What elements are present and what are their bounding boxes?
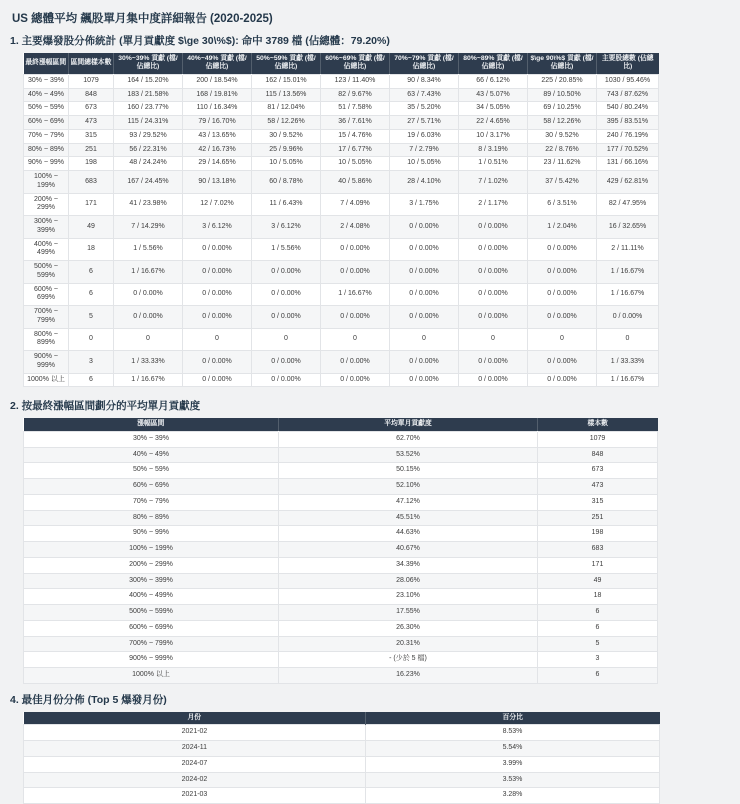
value-cell: 0 / 0.00% [528,373,597,387]
value-cell: 1030 / 95.46% [597,74,659,88]
value-cell: 251 [69,143,114,157]
column-header: 80%~89% 貢獻 (檔/佔總比) [459,53,528,74]
value-cell: 1 / 16.67% [597,283,659,306]
value-cell: 43 / 5.07% [459,88,528,102]
value-cell: 473 [69,116,114,130]
value-cell: 20.31% [279,636,538,652]
value-cell: 2 / 1.17% [459,193,528,216]
value-cell: 12 / 7.02% [183,193,252,216]
value-cell: 18 [69,238,114,261]
column-header: 區間總樣本數 [69,53,114,74]
value-cell: 1 / 33.33% [597,351,659,374]
row-label-cell: 60% ~ 69% [24,479,279,495]
value-cell: 0 / 0.00% [321,238,390,261]
value-cell: 16.23% [279,668,538,684]
value-cell: 17.55% [279,605,538,621]
value-cell: 18 [538,589,658,605]
table-row [24,605,658,621]
value-cell: 743 / 87.62% [597,88,659,102]
value-cell: 0 / 0.00% [597,306,659,329]
value-cell: 131 / 66.16% [597,157,659,171]
value-cell: 6 [538,605,658,621]
value-cell: 0 / 0.00% [252,261,321,284]
value-cell: 0 / 0.00% [321,373,390,387]
value-cell: 1 / 16.67% [321,283,390,306]
table-row [24,351,659,374]
value-cell: 58 / 12.26% [252,116,321,130]
row-label-cell: 800% ~ 899% [24,328,69,351]
value-cell: 848 [538,447,658,463]
value-cell: 0 / 0.00% [252,306,321,329]
value-cell: 93 / 29.52% [114,129,183,143]
column-header: 60%~69% 貢獻 (檔/佔總比) [321,53,390,74]
value-cell: 848 [69,88,114,102]
value-cell: 168 / 19.81% [183,88,252,102]
row-label-cell: 900% ~ 999% [24,652,279,668]
value-cell: 683 [69,171,114,194]
value-cell: 0 / 0.00% [321,306,390,329]
value-cell: 0 / 0.00% [459,216,528,239]
column-header: 樣本數 [538,418,658,431]
value-cell: 1079 [538,431,658,447]
value-cell: 171 [538,557,658,573]
row-label-cell: 600% ~ 699% [24,620,279,636]
value-cell: 3.99% [366,756,660,772]
value-cell: 198 [69,157,114,171]
value-cell: 167 / 24.45% [114,171,183,194]
main-table-body [24,74,659,387]
row-label-cell: 70% ~ 79% [24,494,279,510]
value-cell: 429 / 62.81% [597,171,659,194]
value-cell: 26.30% [279,620,538,636]
row-label-cell: 300% ~ 399% [24,216,69,239]
average-contribution-table [23,418,658,683]
value-cell: 6 [538,668,658,684]
value-cell: 177 / 70.52% [597,143,659,157]
value-cell: 3 [69,351,114,374]
column-header: 50%~59% 貢獻 (檔/佔總比) [252,53,321,74]
value-cell: 0 / 0.00% [183,283,252,306]
value-cell: 1 / 16.67% [597,261,659,284]
table-row [24,463,658,479]
column-header: 最終漲幅區間 [24,53,69,74]
value-cell: 0 [528,328,597,351]
value-cell: 66 / 6.12% [459,74,528,88]
row-label-cell: 70% ~ 79% [24,129,69,143]
table-row [24,102,659,116]
value-cell: 56 / 22.31% [114,143,183,157]
table-row [24,510,658,526]
value-cell: 225 / 20.85% [528,74,597,88]
table-row [24,157,659,171]
value-cell: 35 / 5.20% [390,102,459,116]
table-row [24,652,658,668]
value-cell: 115 / 24.31% [114,116,183,130]
row-label-cell: 400% ~ 499% [24,238,69,261]
row-label-cell: 2021-02 [24,725,366,741]
row-label-cell: 2024-07 [24,756,366,772]
column-header: 40%~49% 貢獻 (檔/佔總比) [183,53,252,74]
table-row [24,772,660,788]
value-cell: 8.53% [366,725,660,741]
value-cell: 0 [459,328,528,351]
value-cell: 49 [69,216,114,239]
row-label-cell: 30% ~ 39% [24,74,69,88]
value-cell: 0 / 0.00% [528,351,597,374]
value-cell: 0 / 0.00% [459,306,528,329]
value-cell: 2 / 11.11% [597,238,659,261]
header-row [24,712,660,725]
value-cell: 3 / 1.75% [390,193,459,216]
value-cell: 0 [390,328,459,351]
value-cell: 6 [69,261,114,284]
value-cell: 0 / 0.00% [528,261,597,284]
value-cell: 79 / 16.70% [183,116,252,130]
value-cell: 0 / 0.00% [183,238,252,261]
table-row [24,74,659,88]
row-label-cell: 2024-02 [24,772,366,788]
main-table-header [24,53,659,74]
row-label-cell: 80% ~ 89% [24,510,279,526]
value-cell: 34.39% [279,557,538,573]
row-label-cell: 1000% 以上 [24,373,69,387]
value-cell: 1 / 16.67% [114,373,183,387]
table-row [24,193,659,216]
table-row [24,573,658,589]
row-label-cell: 100% ~ 199% [24,171,69,194]
value-cell: 0 [183,328,252,351]
value-cell: 0 / 0.00% [114,283,183,306]
table-row [24,589,658,605]
value-cell: 0 / 0.00% [459,238,528,261]
table-row [24,788,660,804]
value-cell: 89 / 10.50% [528,88,597,102]
value-cell: 0 / 0.00% [459,373,528,387]
table-row [24,636,658,652]
row-label-cell: 900% ~ 999% [24,351,69,374]
row-label-cell: 1000% 以上 [24,668,279,684]
table-row [24,143,659,157]
value-cell: 2 / 4.08% [321,216,390,239]
table-row [24,116,659,130]
value-cell: 6 / 3.51% [528,193,597,216]
value-cell: 16 / 32.65% [597,216,659,239]
value-cell: 48 / 24.24% [114,157,183,171]
column-header: 主要股總數 (佔總比) [597,53,659,74]
value-cell: 5 [69,306,114,329]
row-label-cell: 40% ~ 49% [24,447,279,463]
value-cell: 47.12% [279,494,538,510]
table-row [24,741,660,757]
value-cell: 0 / 0.00% [390,351,459,374]
value-cell: 251 [538,510,658,526]
value-cell: 1079 [69,74,114,88]
value-cell: 0 / 0.00% [321,261,390,284]
table-row [24,216,659,239]
months-table-header [24,712,660,725]
row-label-cell: 50% ~ 59% [24,463,279,479]
value-cell: 240 / 76.19% [597,129,659,143]
value-cell: 6 [69,373,114,387]
value-cell: 51 / 7.58% [321,102,390,116]
value-cell: 50.15% [279,463,538,479]
column-header: 70%~79% 貢獻 (檔/佔總比) [390,53,459,74]
value-cell: 42 / 16.73% [183,143,252,157]
value-cell: 11 / 6.43% [252,193,321,216]
table-row [24,542,658,558]
value-cell: 1 / 5.56% [252,238,321,261]
column-header: 月份 [24,712,366,725]
value-cell: 7 / 4.09% [321,193,390,216]
value-cell: 1 / 0.51% [459,157,528,171]
value-cell: 62.70% [279,431,538,447]
value-cell: 63 / 7.43% [390,88,459,102]
value-cell: 0 / 0.00% [459,283,528,306]
value-cell: 0 / 0.00% [390,216,459,239]
value-cell: 0 / 0.00% [390,373,459,387]
row-label-cell: 200% ~ 299% [24,193,69,216]
value-cell: 198 [538,526,658,542]
row-label-cell: 90% ~ 99% [24,526,279,542]
table-row [24,756,660,772]
header-row [24,53,659,74]
value-cell: 3.28% [366,788,660,804]
value-cell: 0 / 0.00% [390,283,459,306]
value-cell: 6 [538,620,658,636]
top-months-table [23,712,660,804]
value-cell: 90 / 8.34% [390,74,459,88]
value-cell: 0 / 0.00% [183,373,252,387]
column-header: 30%~39% 貢獻 (檔/佔總比) [114,53,183,74]
value-cell: 8 / 3.19% [459,143,528,157]
value-cell: 44.63% [279,526,538,542]
value-cell: 52.10% [279,479,538,495]
value-cell: 0 / 0.00% [528,306,597,329]
value-cell: 90 / 13.18% [183,171,252,194]
value-cell: 0 [597,328,659,351]
value-cell: 37 / 5.42% [528,171,597,194]
value-cell: 0 [114,328,183,351]
column-header: 漲幅區間 [24,418,279,431]
row-label-cell: 300% ~ 399% [24,573,279,589]
value-cell: 164 / 15.20% [114,74,183,88]
table-row [24,328,659,351]
table-row [24,557,658,573]
table-row [24,283,659,306]
value-cell: 0 [69,328,114,351]
value-cell: 0 / 0.00% [390,306,459,329]
value-cell: 22 / 8.76% [528,143,597,157]
column-header: 百分比 [366,712,660,725]
table-row [24,171,659,194]
value-cell: 315 [69,129,114,143]
row-label-cell: 100% ~ 199% [24,542,279,558]
table-row [24,494,658,510]
value-cell: 1 / 5.56% [114,238,183,261]
value-cell: 1 / 2.04% [528,216,597,239]
value-cell: 19 / 6.03% [390,129,459,143]
main-distribution-table [23,53,659,387]
section1-heading: 1. 主要爆發股分佈統計 (單月貢獻度 $\ge 30\%$): 命中 3789 檔 (佔總體：79.20%) [10,35,390,47]
value-cell: 395 / 83.51% [597,116,659,130]
value-cell: 17 / 6.77% [321,143,390,157]
value-cell: 0 / 0.00% [528,283,597,306]
value-cell: 27 / 5.71% [390,116,459,130]
value-cell: 183 / 21.58% [114,88,183,102]
table-row [24,620,658,636]
value-cell: 45.51% [279,510,538,526]
value-cell: 0 / 0.00% [183,351,252,374]
value-cell: 0 [321,328,390,351]
value-cell: 0 / 0.00% [390,261,459,284]
value-cell: 0 / 0.00% [459,261,528,284]
value-cell: 7 / 1.02% [459,171,528,194]
table-row [24,668,658,684]
value-cell: 160 / 23.77% [114,102,183,116]
table-row [24,88,659,102]
table-row [24,238,659,261]
table-row [24,479,658,495]
value-cell: 10 / 5.05% [321,157,390,171]
value-cell: 53.52% [279,447,538,463]
value-cell: 10 / 3.17% [459,129,528,143]
value-cell: 315 [538,494,658,510]
table-row [24,129,659,143]
value-cell: 1 / 33.33% [114,351,183,374]
value-cell: 0 / 0.00% [459,351,528,374]
value-cell: 110 / 16.34% [183,102,252,116]
value-cell: 1 / 16.67% [597,373,659,387]
value-cell: 673 [538,463,658,479]
row-label-cell: 400% ~ 499% [24,589,279,605]
row-label-cell: 30% ~ 39% [24,431,279,447]
value-cell: 36 / 7.61% [321,116,390,130]
value-cell: 0 / 0.00% [252,351,321,374]
value-cell: 30 / 9.52% [252,129,321,143]
value-cell: 69 / 10.25% [528,102,597,116]
row-label-cell: 600% ~ 699% [24,283,69,306]
row-label-cell: 90% ~ 99% [24,157,69,171]
column-header: 平均單月貢獻度 [279,418,538,431]
value-cell: 171 [69,193,114,216]
value-cell: 3.53% [366,772,660,788]
value-cell: 10 / 5.05% [252,157,321,171]
value-cell: 3 / 6.12% [183,216,252,239]
column-header: $\ge 90\%$ 貢獻 (檔/佔總比) [528,53,597,74]
table-row [24,373,659,387]
value-cell: 49 [538,573,658,589]
row-label-cell: 50% ~ 59% [24,102,69,116]
row-label-cell: 2021-03 [24,788,366,804]
value-cell: 0 / 0.00% [390,238,459,261]
value-cell: 0 / 0.00% [528,238,597,261]
value-cell: 10 / 5.05% [390,157,459,171]
value-cell: 540 / 80.24% [597,102,659,116]
avg-table-header [24,418,658,431]
avg-table-body [24,431,658,683]
value-cell: 22 / 4.65% [459,116,528,130]
row-label-cell: 700% ~ 799% [24,636,279,652]
value-cell: 0 / 0.00% [252,373,321,387]
value-cell: 25 / 9.96% [252,143,321,157]
value-cell: 41 / 23.98% [114,193,183,216]
row-label-cell: 80% ~ 89% [24,143,69,157]
value-cell: 0 / 0.00% [252,283,321,306]
table-row [24,306,659,329]
value-cell: 683 [538,542,658,558]
value-cell: 7 / 14.29% [114,216,183,239]
table-row [24,261,659,284]
value-cell: 81 / 12.04% [252,102,321,116]
value-cell: 23 / 11.62% [528,157,597,171]
value-cell: 15 / 4.76% [321,129,390,143]
row-label-cell: 2024-11 [24,741,366,757]
value-cell: 673 [69,102,114,116]
row-label-cell: 700% ~ 799% [24,306,69,329]
value-cell: 34 / 5.05% [459,102,528,116]
value-cell: 123 / 11.40% [321,74,390,88]
value-cell: 3 [538,652,658,668]
value-cell: 58 / 12.26% [528,116,597,130]
value-cell: 0 / 0.00% [183,261,252,284]
row-label-cell: 500% ~ 599% [24,261,69,284]
value-cell: 115 / 13.56% [252,88,321,102]
row-label-cell: 40% ~ 49% [24,88,69,102]
row-label-cell: 200% ~ 299% [24,557,279,573]
value-cell: 0 [252,328,321,351]
value-cell: 30 / 9.52% [528,129,597,143]
value-cell: 1 / 16.67% [114,261,183,284]
row-label-cell: 60% ~ 69% [24,116,69,130]
value-cell: 0 / 0.00% [114,306,183,329]
value-cell: 200 / 18.54% [183,74,252,88]
value-cell: 60 / 8.78% [252,171,321,194]
section2-heading: 2. 按最終漲幅區間劃分的平均單月貢獻度 [10,400,201,413]
value-cell: 0 / 0.00% [183,306,252,329]
header-row [24,418,658,431]
table-row [24,431,658,447]
section4-heading: 4. 最佳月份分佈 (Top 5 爆發月份) [10,693,167,706]
value-cell: 82 / 9.67% [321,88,390,102]
value-cell: 43 / 13.65% [183,129,252,143]
value-cell: - (少於 5 檔) [279,652,538,668]
value-cell: 473 [538,479,658,495]
value-cell: 23.10% [279,589,538,605]
table-row [24,526,658,542]
value-cell: 40 / 5.86% [321,171,390,194]
value-cell: 28 / 4.10% [390,171,459,194]
table-row [24,725,660,741]
value-cell: 5.54% [366,741,660,757]
value-cell: 40.67% [279,542,538,558]
row-label-cell: 500% ~ 599% [24,605,279,621]
table-row [24,447,658,463]
value-cell: 3 / 6.12% [252,216,321,239]
value-cell: 7 / 2.79% [390,143,459,157]
value-cell: 0 / 0.00% [321,351,390,374]
value-cell: 162 / 15.01% [252,74,321,88]
value-cell: 29 / 14.65% [183,157,252,171]
value-cell: 82 / 47.95% [597,193,659,216]
value-cell: 5 [538,636,658,652]
value-cell: 28.06% [279,573,538,589]
value-cell: 6 [69,283,114,306]
page-title: US 總體平均 飆股單月集中度詳細報告 (2020-2025) [12,13,273,25]
